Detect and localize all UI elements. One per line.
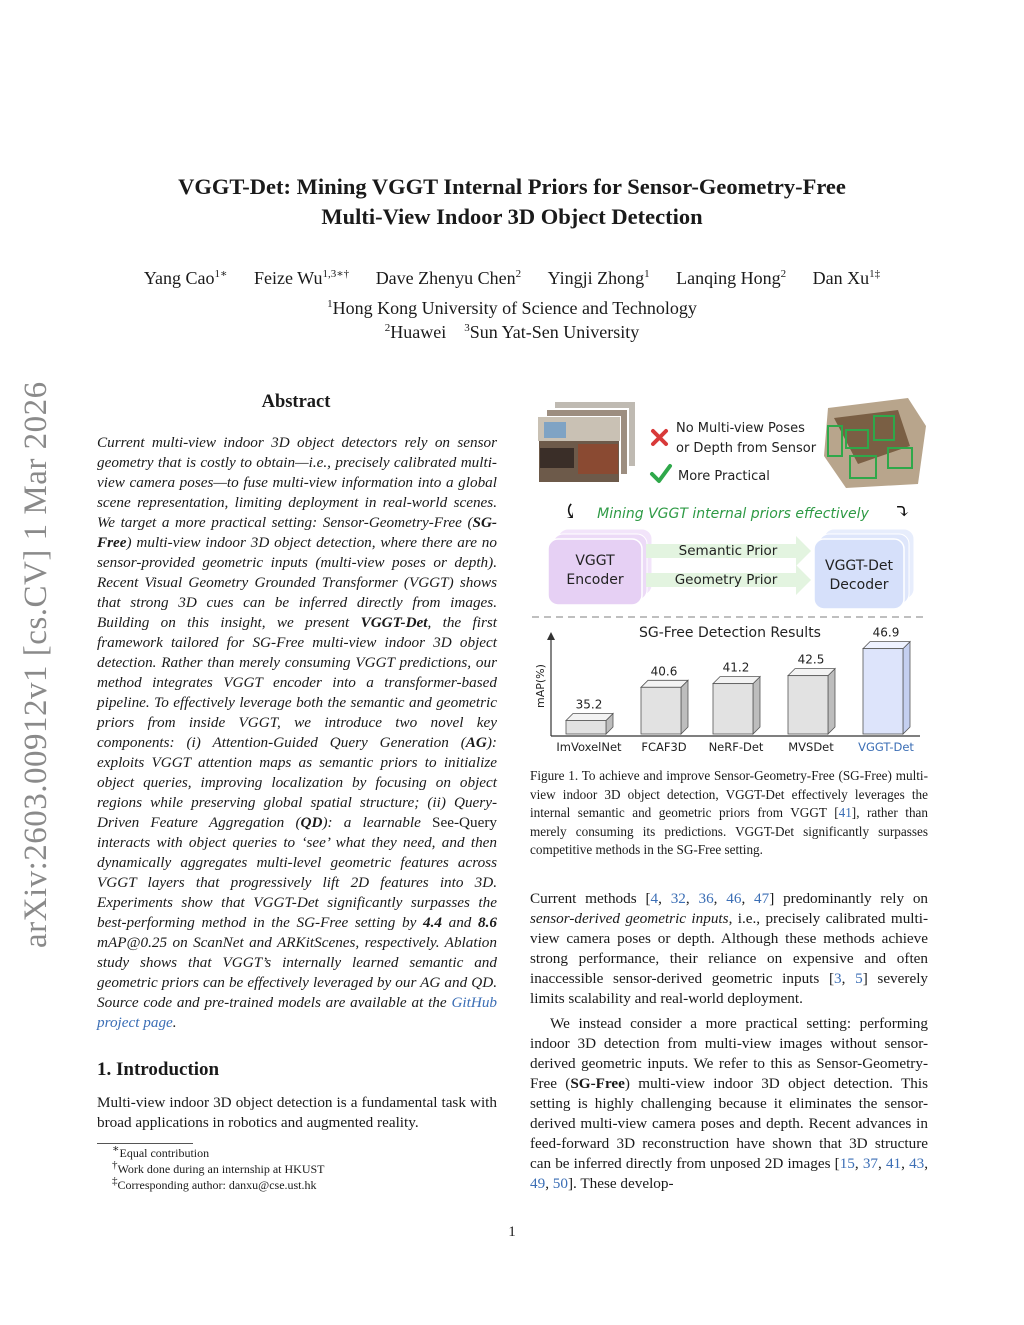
citation-link[interactable]: 37 (862, 1155, 878, 1172)
bar-vggt-det (863, 649, 903, 734)
github-link[interactable]: GitHub project page (97, 994, 497, 1031)
bar-mvsdet (788, 676, 828, 734)
affiliation-2-3: $^2$Huawei $^3$Sun Yat-Sen University (384, 322, 640, 342)
author: Yingji Zhong$^1$ (547, 268, 650, 288)
citation-link[interactable]: 5 (855, 970, 863, 987)
citation-link[interactable]: 43 (909, 1155, 925, 1172)
x-tick-label: FCAF3D (641, 740, 687, 754)
mining-banner: Mining VGGT internal priors effectively (597, 506, 869, 522)
bar-side (903, 642, 910, 734)
citation-link[interactable]: 36 (698, 890, 714, 907)
citation-link[interactable]: 3 (834, 970, 842, 987)
author: Dan $Xu^{1\ddagger}$ (812, 268, 881, 288)
footnote: ‡Corresponding author: danxu@cse.ust.hk (112, 1175, 317, 1192)
bar-fcaf3d (641, 687, 681, 734)
title-line-2: Multi-View Indoor 3D Object Detection (321, 204, 703, 229)
bar-top (788, 669, 835, 676)
bar-value-label: 40.6 (650, 664, 678, 679)
no-poses-label-1: No Multi-view Poses (676, 421, 805, 436)
citation-link[interactable]: 32 (670, 890, 686, 907)
body-paragraph-2: We instead consider a more practical setting: performing indoor 3D detection from multi-view images without sensor-derived geometric inputs. We refer to this as Sensor-Geometry-Free (SG-Free) multi-view indoor 3D object detection. This setting is highly challenging because it eliminates the sensor-derived multi-view camera poses and depth. Recent advances in feed-forward 3D reconstruction have shown that 3D structure can be inferred directly from unposed 2D images [15, 37, 41, 43, 49, 50]. These develop- (530, 1015, 929, 1192)
left-curve-arrow: ⤹ (562, 501, 579, 523)
affiliation-1: $^1$Hong Kong University of Science and Technology (327, 298, 697, 318)
paper-title (0, 172, 1024, 232)
author-list (0, 268, 1024, 289)
x-tick-label: MVSDet (788, 740, 834, 754)
abstract-heading: Abstract (261, 392, 331, 412)
bar-top (863, 642, 910, 649)
figure-1 (528, 386, 928, 756)
no-poses-label-2: or Depth from Sensor (676, 441, 817, 456)
svg-text:Encoder: Encoder (566, 572, 624, 588)
bar-side (681, 680, 688, 734)
checkmark-icon (652, 466, 670, 481)
body-paragraph-1: Current methods [4, 32, 36, 46, 47] predominantly rely on sensor-derived geometric inputs, i.e., precisely calibrated multi-view camera poses or depth. Although these methods achieve strong performance, their reliance on expensive and often inaccessible sensor-derived geometric inputs [3, 5] severely limits scalability and real-world deployment. (530, 890, 929, 1007)
svg-text:VGGT-Det: VGGT-Det (825, 558, 893, 574)
citation-link[interactable]: 4 (650, 890, 659, 907)
bar-value-label: 35.2 (575, 697, 603, 712)
more-practical-label: More Practical (678, 469, 770, 484)
author: Dave Zhenyu Chen$^2$ (375, 268, 522, 288)
citation-link[interactable]: 15 (839, 1155, 855, 1172)
right-curve-arrow: ⤵ (894, 501, 911, 523)
bar-top (641, 680, 688, 687)
bar-value-label: 42.5 (797, 652, 825, 667)
footnote: ∗Equal contribution (112, 1143, 210, 1160)
x-tick-label: VGGT-Det (858, 740, 914, 754)
citation-link[interactable]: 49 (530, 1175, 546, 1192)
figure-caption: Figure 1. To achieve and improve Sensor-Geometry-Free (SG-Free) multi-view indoor 3D object detection, VGGT-Det effectively leverages the internal semantic and geometric priors from VGGT [41], rather than merely consuming its predictions. VGGT-Det significantly surpasses competitive methods in the SG-Free setting. (530, 768, 929, 857)
cross-icon (653, 431, 666, 444)
citation-link[interactable]: 41 (885, 1155, 902, 1172)
x-tick-label: NeRF-Det (708, 740, 764, 754)
reconstructed-scene (824, 398, 926, 488)
bar-top (566, 713, 613, 720)
title-line-1: VGGT-Det: Mining VGGT Internal Priors for Sensor-Geometry-Free (178, 174, 846, 199)
bar-nerf-det (713, 684, 753, 734)
bar-top (713, 677, 760, 684)
footnote: †Work done during an internship at HKUST (112, 1159, 325, 1176)
svg-text:Decoder: Decoder (829, 577, 889, 593)
bar-value-label: 41.2 (722, 660, 750, 675)
bar-value-label: 46.9 (872, 625, 900, 640)
section-heading-introduction: 1. Introduction (97, 1059, 220, 1080)
bar-imvoxelnet (566, 720, 606, 734)
citation-link[interactable]: 50 (552, 1175, 568, 1192)
author: Feize $Wu^{1,3∗\dagger}$ (254, 268, 350, 288)
x-tick-label: ImVoxelNet (556, 740, 622, 754)
citation-link[interactable]: 41 (838, 805, 852, 820)
intro-paragraph: Multi-view indoor 3D object detection is a fundamental task with broad applications in robotics and augmented reality. (97, 1094, 497, 1131)
author: Yang Cao$^{1∗}$ (143, 268, 228, 288)
bar-series (556, 626, 914, 754)
bar-side (753, 677, 760, 734)
input-images (538, 401, 636, 483)
y-axis-arrowhead (547, 632, 555, 640)
y-axis-label: mAP(%) (534, 664, 547, 708)
semantic-prior-label: Semantic Prior (678, 543, 778, 559)
vggt-det-decoder-block (814, 529, 914, 609)
vggt-encoder-block (548, 529, 652, 605)
abstract-body: Current multi-view indoor 3D object detectors rely on sensor geometry that is costly to obtain—i.e., precisely calibrated multi-view camera poses—to fuse multi-view information into a global scene representation, limiting deployment in real-world scenes. We target a more practical setting: Sensor-Geometry-Free (SG-Free) multi-view indoor 3D object detection, where there are no sensor-provided geometric inputs (multi-view poses or depth). Recent Visual Geometry Grounded Transformer (VGGT) shows that strong 3D cues can be inferred directly from images. Building on this insight, we present VGGT-Det, the first framework tailored for SG-Free multi-view indoor 3D object detection. Rather than merely consuming VGGT predictions, our method integrates VGGT encoder into a transformer-based pipeline. To effectively leverage both the semantic and geometric priors from inside VGGT, we introduce two novel key components: (i) Attention-Guided Query Generation (AG): exploits VGGT attention maps as semantic priors to initialize object queries, improving localization by focusing on object regions while preserving global spatial structure; (ii) Query-Driven Feature Aggregation (QD): a learnable See-Query interacts with object queries to ‘see’ what they need, and then dynamically aggregates multi-level geometric features across VGGT layers that progressively lift 2D features into 3D. Experiments show that VGGT-Det significantly surpasses the best-performing method in the SG-Free setting by 4.4 and 8.6 mAP@0.25 on ScanNet and ARKitScenes, respectively. Ablation study shows that VGGT’s internally learned semantic and geometric priors can be effectively leveraged by our AG and QD. Source code and pre-trained models are available at the GitHub project page. (97, 434, 498, 1031)
author: Lanqing Hong$^2$ (676, 268, 787, 288)
chart-title: SG-Free Detection Results (639, 625, 821, 641)
citation-link[interactable]: 46 (726, 890, 742, 907)
page-number: 1 (508, 1224, 516, 1240)
bar-side (828, 669, 835, 734)
arxiv-stamp: arXiv:2603.00912v1 [cs.CV] 1 Mar 2026 (18, 381, 54, 948)
geometry-prior-label: Geometry Prior (674, 572, 778, 588)
citation-link[interactable]: 47 (754, 890, 770, 907)
svg-text:VGGT: VGGT (575, 553, 615, 569)
